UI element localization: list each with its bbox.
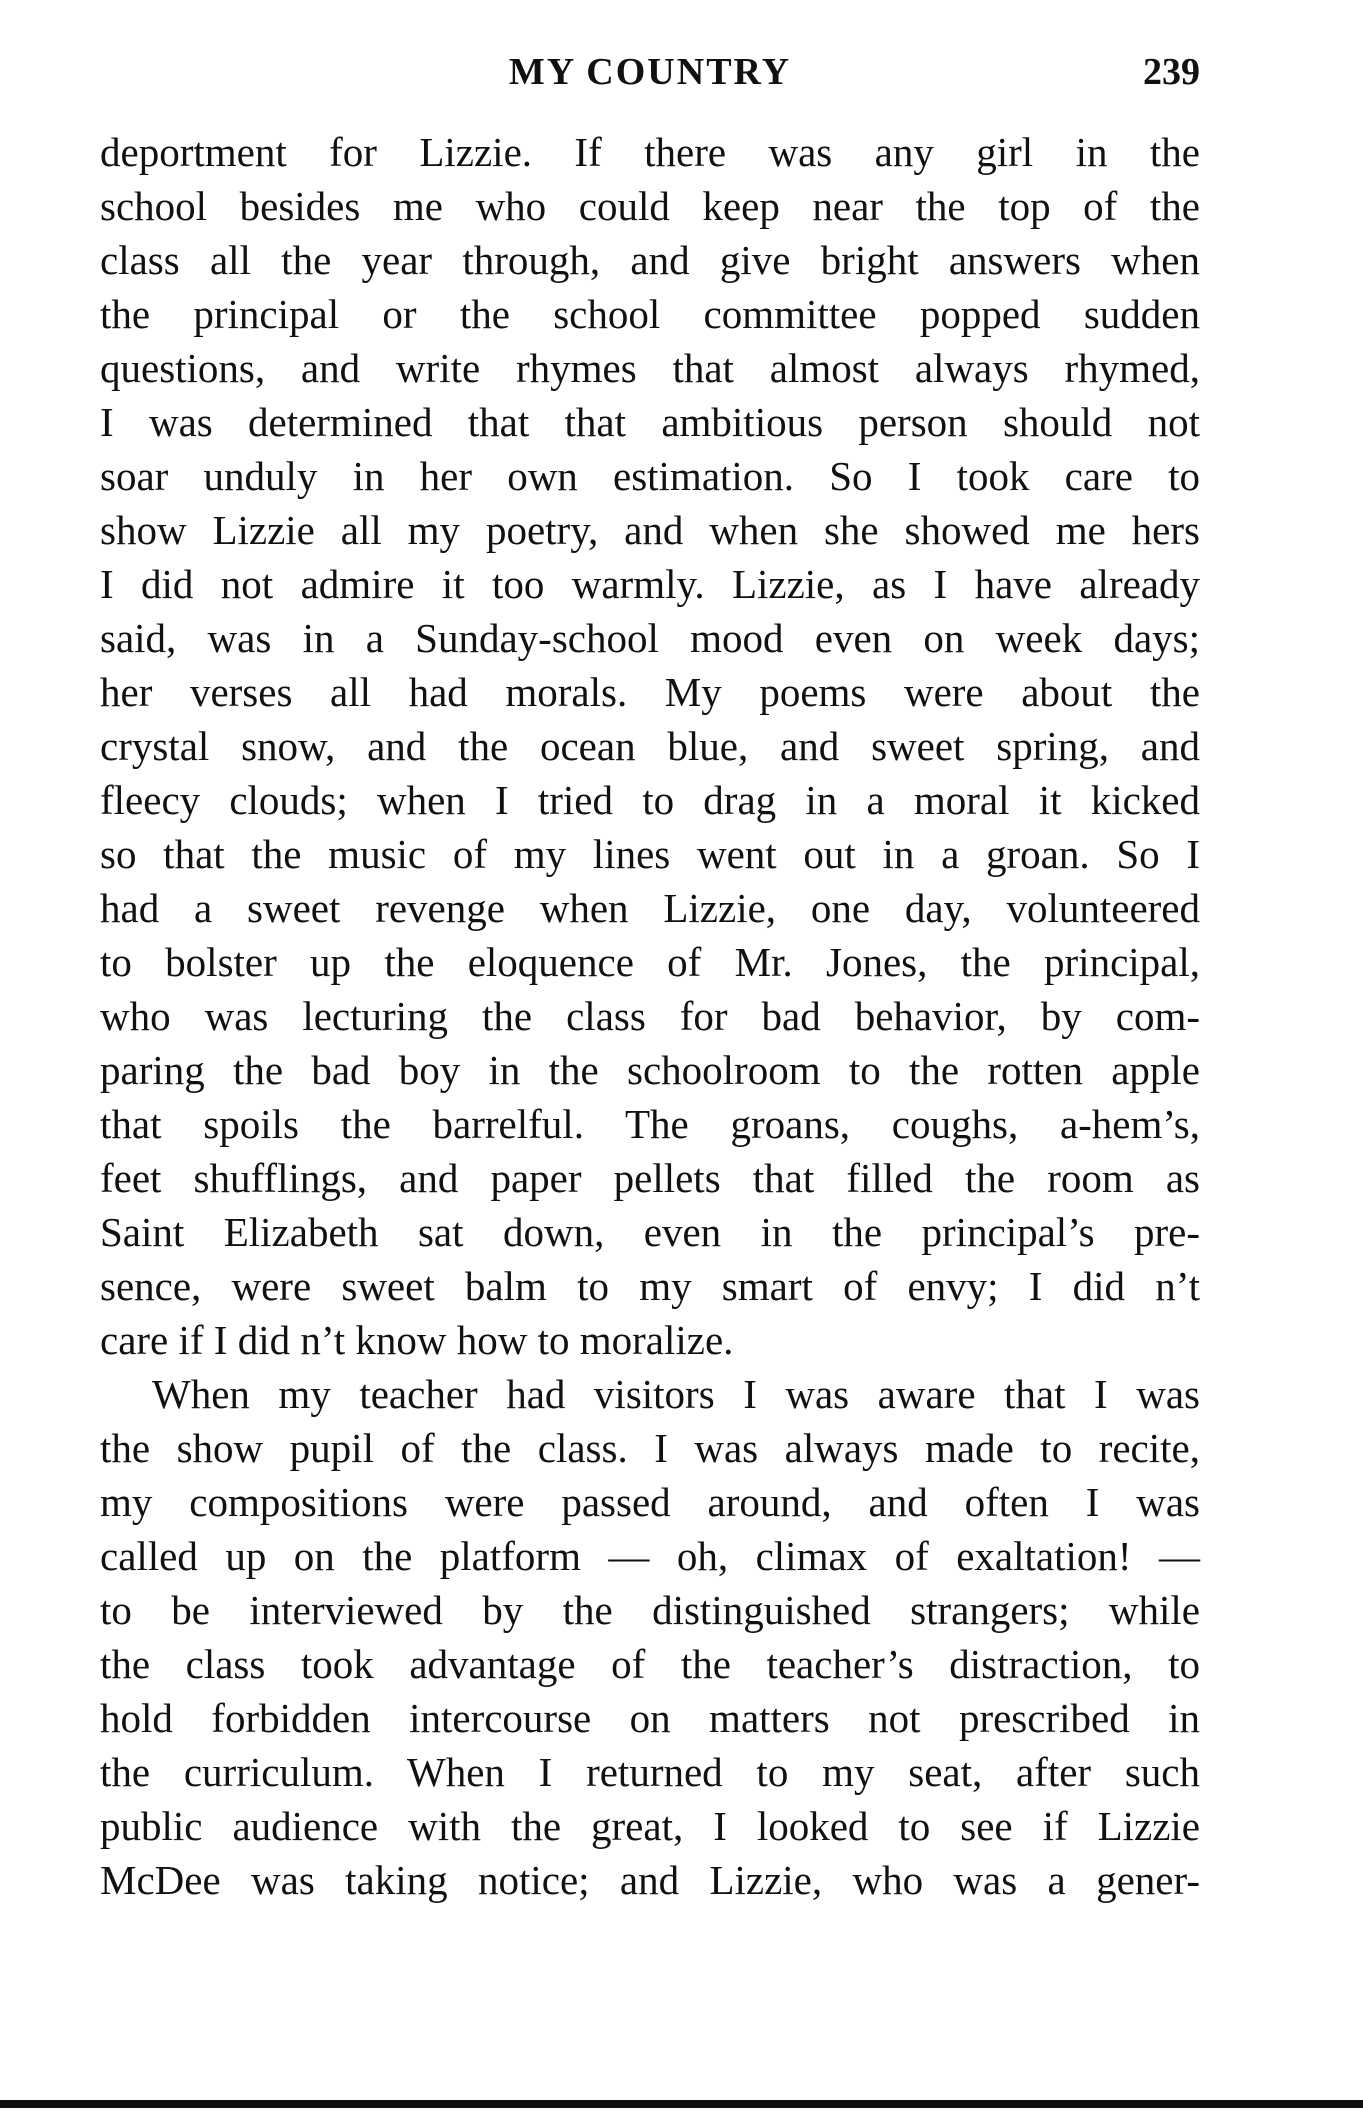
- text-line: sence, were sweet balm to my smart of envy; I did n’t: [100, 1263, 1200, 1309]
- text-line: hold forbidden intercourse on matters not prescribed in: [100, 1695, 1200, 1741]
- running-header: [100, 42, 1200, 102]
- bottom-rule: [0, 2100, 1363, 2108]
- text-line: feet shufflings, and paper pellets that filled the room as: [100, 1155, 1200, 1201]
- text-line: questions, and write rhymes that almost always rhymed,: [100, 345, 1200, 391]
- text-line: care if I did n’t know how to moralize.: [100, 1317, 734, 1363]
- body-text: [100, 125, 1200, 1907]
- page-number: 239: [1143, 51, 1200, 93]
- text-line: to be interviewed by the distinguished strangers; while: [100, 1587, 1200, 1633]
- text-line: deportment for Lizzie. If there was any girl in the: [100, 129, 1200, 175]
- text-line: show Lizzie all my poetry, and when she showed me hers: [100, 507, 1200, 553]
- text-line: who was lecturing the class for bad behavior, by com-: [100, 993, 1200, 1039]
- text-line: crystal snow, and the ocean blue, and sweet spring, and: [100, 723, 1200, 769]
- text-line: that spoils the barrelful. The groans, coughs, a-hem’s,: [100, 1101, 1200, 1147]
- text-line: I did not admire it too warmly. Lizzie, as I have already: [100, 561, 1200, 607]
- text-line: soar unduly in her own estimation. So I took care to: [100, 453, 1200, 499]
- text-line: the show pupil of the class. I was always made to recite,: [100, 1425, 1200, 1471]
- running-title: MY COUNTRY: [508, 51, 792, 93]
- text-line: had a sweet revenge when Lizzie, one day, volunteered: [100, 885, 1200, 931]
- text-line: fleecy clouds; when I tried to drag in a moral it kicked: [100, 777, 1200, 823]
- text-line: the class took advantage of the teacher’s distraction, to: [100, 1641, 1200, 1687]
- text-line: to bolster up the eloquence of Mr. Jones, the principal,: [100, 939, 1200, 985]
- text-line: so that the music of my lines went out in a groan. So I: [100, 831, 1200, 877]
- text-line: called up on the platform — oh, climax of exaltation! —: [100, 1533, 1200, 1579]
- text-line: said, was in a Sunday-school mood even on week days;: [100, 615, 1200, 661]
- text-line: my compositions were passed around, and often I was: [100, 1479, 1200, 1525]
- text-line: public audience with the great, I looked to see if Lizzie: [100, 1803, 1200, 1849]
- text-line: paring the bad boy in the schoolroom to the rotten apple: [100, 1047, 1200, 1093]
- text-line: When my teacher had visitors I was aware that I was: [152, 1371, 1200, 1417]
- text-line: the curriculum. When I returned to my seat, after such: [100, 1749, 1200, 1795]
- text-line: Saint Elizabeth sat down, even in the principal’s pre-: [100, 1209, 1200, 1255]
- text-line: I was determined that that ambitious person should not: [100, 399, 1200, 445]
- text-line: class all the year through, and give bright answers when: [100, 237, 1200, 283]
- text-line: school besides me who could keep near the top of the: [100, 183, 1200, 229]
- text-line: the principal or the school committee popped sudden: [100, 291, 1200, 337]
- text-line: her verses all had morals. My poems were about the: [100, 669, 1200, 715]
- text-line: McDee was taking notice; and Lizzie, who was a gener-: [100, 1857, 1200, 1903]
